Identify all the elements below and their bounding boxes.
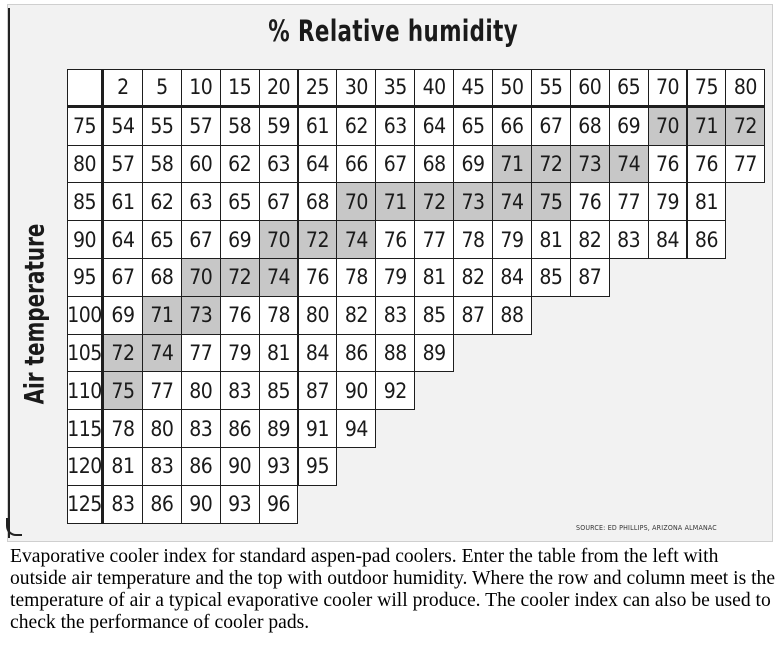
temperature-header-cell: 80 [67,145,104,184]
index-cell: 78 [259,296,299,335]
temperature-header-cell: 105 [67,334,104,373]
index-cell: 87 [570,258,610,297]
index-cell: 57 [181,107,221,146]
index-cell: 63 [375,107,415,146]
index-cell: 90 [336,371,376,410]
index-cell-shaded: 71 [142,296,182,335]
index-cell: 90 [181,485,221,524]
index-cell: 67 [531,107,571,146]
index-cell: 90 [220,447,260,486]
index-cell: 64 [414,107,454,146]
index-cell: 96 [259,485,299,524]
index-cell-shaded: 72 [414,182,454,221]
index-cell: 68 [298,182,338,221]
index-cell-shaded: 72 [298,220,338,259]
row-axis-title: Air temperature [19,223,51,405]
index-cell: 83 [609,220,649,259]
index-cell: 85 [259,371,299,410]
index-cell: 55 [142,107,182,146]
column-axis-title: % Relative humidity [268,14,519,48]
index-cell: 59 [259,107,299,146]
index-cell: 82 [336,296,376,335]
table-corner-cell [67,69,104,108]
index-cell: 77 [181,334,221,373]
index-cell: 79 [648,182,688,221]
index-cell-shaded: 74 [142,334,182,373]
index-cell: 78 [453,220,493,259]
index-cell-shaded: 75 [103,371,143,410]
index-cell-shaded: 73 [453,182,493,221]
index-cell: 66 [492,107,532,146]
index-cell: 76 [375,220,415,259]
index-cell: 69 [609,107,649,146]
index-cell: 83 [103,485,143,524]
temperature-header-cell: 120 [67,447,104,486]
index-cell: 65 [142,220,182,259]
temperature-header-cell: 110 [67,371,104,410]
index-cell-shaded: 71 [687,107,727,146]
humidity-header-cell: 10 [181,69,221,108]
temperature-header-cell: 95 [67,258,104,297]
humidity-header-cell: 30 [336,69,376,108]
index-cell: 87 [453,296,493,335]
index-cell: 78 [103,409,143,448]
humidity-header-cell: 2 [103,69,143,108]
index-cell: 76 [298,258,338,297]
index-cell: 67 [259,182,299,221]
index-cell: 81 [687,182,727,221]
index-cell: 93 [259,447,299,486]
index-cell: 77 [725,145,765,184]
index-cell: 83 [181,409,221,448]
index-cell-shaded: 75 [531,182,571,221]
index-cell-shaded: 74 [259,258,299,297]
index-cell: 88 [375,334,415,373]
index-cell: 84 [648,220,688,259]
index-cell: 88 [492,296,532,335]
index-cell: 79 [220,334,260,373]
index-cell: 80 [298,296,338,335]
index-cell: 64 [298,145,338,184]
index-cell-shaded: 72 [725,107,765,146]
index-cell: 66 [336,145,376,184]
humidity-header-cell: 35 [375,69,415,108]
index-cell: 86 [181,447,221,486]
humidity-header-cell: 40 [414,69,454,108]
index-cell: 64 [103,220,143,259]
humidity-header-cell: 25 [298,69,338,108]
index-cell: 76 [220,296,260,335]
temperature-header-cell: 75 [67,107,104,146]
index-cell: 57 [103,145,143,184]
index-cell: 76 [570,182,610,221]
index-cell: 62 [220,145,260,184]
index-cell: 58 [142,145,182,184]
index-cell: 80 [142,409,182,448]
index-cell: 77 [414,220,454,259]
index-cell: 81 [103,447,143,486]
index-cell: 86 [220,409,260,448]
index-cell: 81 [414,258,454,297]
index-cell-shaded: 70 [336,182,376,221]
index-cell: 83 [220,371,260,410]
index-cell-shaded: 70 [648,107,688,146]
index-cell: 63 [259,145,299,184]
humidity-header-cell: 20 [259,69,299,108]
humidity-header-cell: 75 [687,69,727,108]
index-cell: 94 [336,409,376,448]
index-cell: 89 [259,409,299,448]
index-cell-shaded: 73 [181,296,221,335]
index-cell: 95 [298,447,338,486]
index-cell: 86 [142,485,182,524]
index-cell-shaded: 74 [336,220,376,259]
index-cell: 85 [531,258,571,297]
index-cell-shaded: 72 [531,145,571,184]
index-cell: 61 [298,107,338,146]
index-cell: 81 [531,220,571,259]
index-cell: 77 [142,371,182,410]
index-cell: 60 [181,145,221,184]
humidity-header-cell: 15 [220,69,260,108]
index-cell: 86 [687,220,727,259]
index-cell: 69 [220,220,260,259]
humidity-header-cell: 5 [142,69,182,108]
humidity-header-cell: 55 [531,69,571,108]
index-cell: 78 [336,258,376,297]
index-cell: 58 [220,107,260,146]
index-cell: 80 [181,371,221,410]
index-cell: 84 [298,334,338,373]
humidity-header-cell: 80 [725,69,765,108]
index-cell: 68 [142,258,182,297]
index-cell: 67 [375,145,415,184]
index-cell-shaded: 71 [375,182,415,221]
index-cell: 87 [298,371,338,410]
index-cell: 81 [259,334,299,373]
index-cell: 68 [414,145,454,184]
index-cell: 62 [142,182,182,221]
humidity-header-cell: 45 [453,69,493,108]
index-cell: 79 [375,258,415,297]
index-cell-shaded: 72 [103,334,143,373]
index-cell-shaded: 70 [259,220,299,259]
index-cell: 89 [414,334,454,373]
index-cell-shaded: 72 [220,258,260,297]
index-cell: 63 [181,182,221,221]
index-cell: 76 [687,145,727,184]
index-cell: 85 [414,296,454,335]
humidity-header-cell: 60 [570,69,610,108]
index-cell: 91 [298,409,338,448]
index-cell-shaded: 73 [570,145,610,184]
humidity-header-cell: 65 [609,69,649,108]
index-cell: 69 [103,296,143,335]
index-cell-shaded: 74 [492,182,532,221]
index-cell: 76 [648,145,688,184]
index-cell-shaded: 71 [492,145,532,184]
index-cell: 79 [492,220,532,259]
index-cell: 77 [609,182,649,221]
index-cell: 83 [375,296,415,335]
temperature-header-cell: 100 [67,296,104,335]
humidity-header-cell: 50 [492,69,532,108]
index-cell-shaded: 74 [609,145,649,184]
index-cell: 82 [570,220,610,259]
index-cell: 82 [453,258,493,297]
index-cell: 61 [103,182,143,221]
temperature-header-cell: 85 [67,182,104,221]
index-cell: 65 [453,107,493,146]
index-cell: 65 [220,182,260,221]
index-cell: 93 [220,485,260,524]
index-cell: 83 [142,447,182,486]
temperature-header-cell: 125 [67,485,104,524]
index-cell: 84 [492,258,532,297]
index-cell: 68 [570,107,610,146]
index-cell: 92 [375,371,415,410]
index-cell-shaded: 70 [181,258,221,297]
index-cell: 54 [103,107,143,146]
figure-caption: Evaporative cooler index for standard aspen-pad coolers. Enter the table from the left with outside air temperature and the top with outdoor humidity. Where the row and column meet is the temperature of air a typical evaporative cooler will produce. The cooler index can also be used to check the performance of cooler pads. [10,546,776,633]
temperature-header-cell: 90 [67,220,104,259]
index-cell: 86 [336,334,376,373]
index-cell: 67 [103,258,143,297]
index-cell: 69 [453,145,493,184]
humidity-header-cell: 70 [648,69,688,108]
temperature-header-cell: 115 [67,409,104,448]
index-cell: 62 [336,107,376,146]
index-cell: 67 [181,220,221,259]
source-note: SOURCE: ED PHILLIPS, ARIZONA ALMANAC [576,524,717,532]
